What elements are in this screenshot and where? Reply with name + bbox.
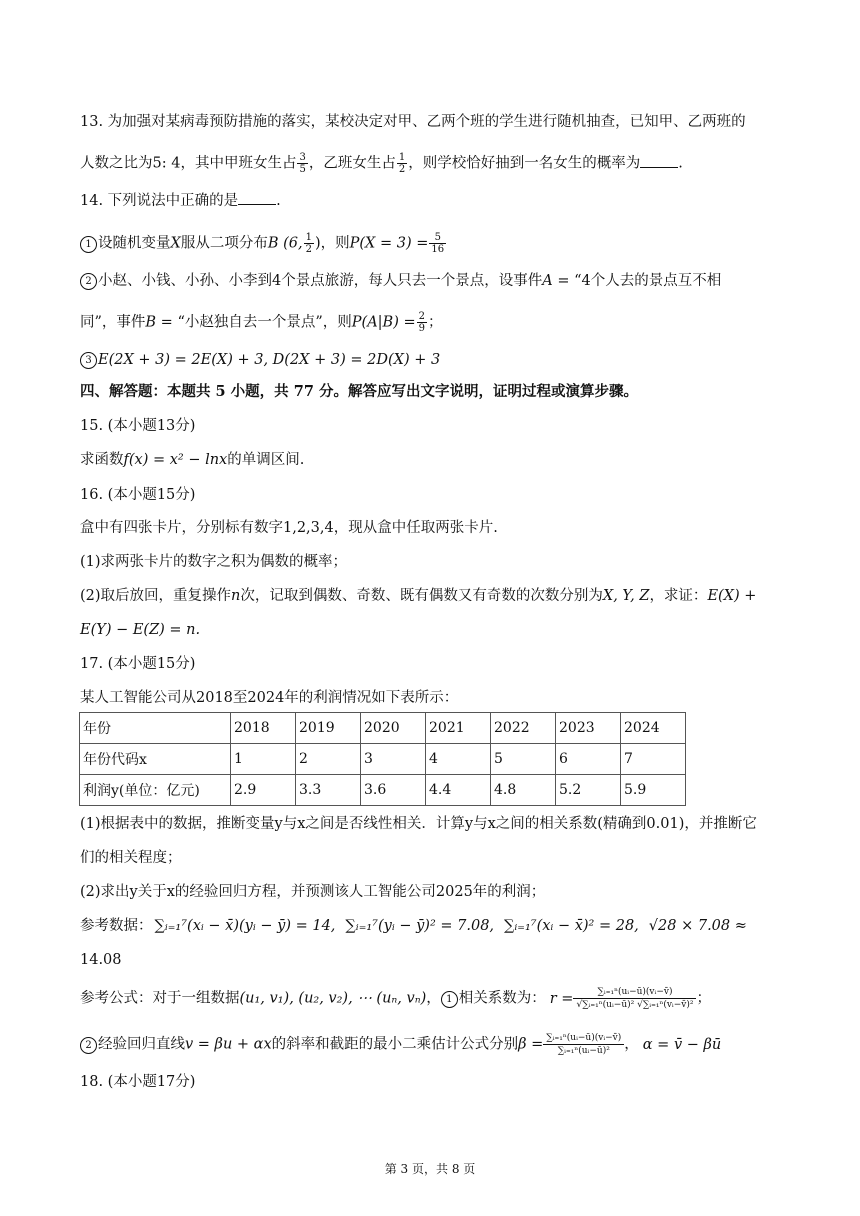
q16-head-text: 16. (本小题15分) [80,487,196,503]
table-cell: 5.9 [621,775,686,806]
circled-number-1: 1 [441,991,458,1008]
q13-line1 [80,112,746,132]
ref-data-sum-xy: ∑ᵢ₌₁⁷(xᵢ − x̄)(yᵢ − ȳ) = 14, [154,918,336,934]
reg-sep: ， [624,1036,639,1053]
frac-numerator: 3 [299,152,306,163]
q15-head [80,416,195,436]
q16-expr-b: E(Y) − E(Z) = n. [80,622,201,638]
q13-period: . [678,155,683,172]
s2-event-a: A [542,273,553,289]
q14-text: 14. 下列说法中正确的是 [80,193,239,209]
page-number: 第 3 页，共 8 页 [384,1162,476,1176]
table-cell: 年份 [80,713,231,744]
table-cell: 4 [426,744,491,775]
q15-function: f(x) = x² − lnx [123,452,228,468]
table-cell: 年份代码x [80,744,231,775]
s2-text-l2a: 同”，事件 [80,314,146,331]
frac-denominator: ∑ᵢ₌₁ⁿ(uᵢ−ū)² [557,1046,610,1056]
circled-number-2: 2 [80,1037,97,1054]
q18-head-text: 18. (本小题17分) [80,1074,196,1090]
frac-denominator: 9 [418,323,425,334]
q16-expr-a: E(X) + [707,588,757,604]
table-cell: 2022 [491,713,556,744]
table-cell: 4.8 [491,775,556,806]
q16-part1 [80,552,347,572]
table-cell: 2.9 [231,775,296,806]
q16-vars: X, Y, Z [602,588,650,604]
q17-part2 [80,882,545,902]
ref-data-value: 14.08 [80,952,122,968]
q17-p1-text-1: (1)根据表中的数据，推断变量y与x之间是否线性相关．计算y与x之间的相关系数(精确到0.01)，并推断它 [80,816,757,832]
table-row [80,744,686,775]
page-footer [0,1160,860,1177]
frac-numerator: ∑ᵢ₌₁ⁿ(uᵢ−ū)(vᵢ−v̄) [543,1032,624,1045]
s1-text-a: 设随机变量 [98,235,171,252]
q14-statement-1 [80,232,447,255]
table-cell: 2021 [426,713,491,744]
frac-denominator: 5 [299,164,306,175]
s3-expr: E(2X + 3) = 2E(X) + 3, D(2X + 3) = 2D(X) + 3 [98,352,441,368]
q16-line1 [80,518,498,538]
table-cell: 2019 [296,713,361,744]
q17-reg-formula [80,1032,721,1057]
q16-head [80,485,195,505]
s1-prob-expr: P(X = 3) = [349,235,429,252]
table-cell: 2 [296,744,361,775]
q14-period: . [276,193,281,209]
ref-data-sum-xx: ∑ᵢ₌₁⁷(xᵢ − x̄)² = 28, [504,918,639,934]
q17-head-text: 17. (本小题15分) [80,656,196,672]
q14-answer-blank[interactable] [238,190,276,205]
q16-part2-line2 [80,620,200,640]
circled-number-1: 1 [80,236,97,253]
q17-p1-text-2: 们的相关程度； [80,850,182,866]
profit-table [79,712,686,806]
frac-numerator: 5 [429,232,446,244]
frac-numerator: 1 [398,152,406,163]
q17-ref-formula [80,986,711,1011]
section-4-text: 四、解答题：本题共 5 小题，共 77 分。解答应写出文字说明，证明过程或演算步骤。 [80,383,638,400]
ref-formula-data: (u₁, v₁), (u₂, v₂), ⋯ (uₙ, vₙ) [239,990,427,1007]
reg-text-c: 的斜率和截距的最小二乘估计公式分别 [271,1036,519,1053]
s2-event-b: B [145,314,157,331]
table-cell: 5.2 [556,775,621,806]
ref-formula-label: 参考公式：对于一组数据 [80,990,240,1007]
q17-ref-data-cont [80,950,122,970]
q15-head-text: 15. (本小题13分) [80,418,196,434]
section-4-heading [80,382,638,402]
q14-statement-2-line2 [80,311,443,334]
table-cell: 3.6 [361,775,426,806]
q17-ref-data [80,916,747,936]
table-cell: 5 [491,744,556,775]
q13-text-b: ，乙班女生占 [308,155,396,172]
ref-formula-corr-label: 相关系数为： [458,990,546,1007]
q17-p2-text: (2)求出y关于x的经验回归方程，并预测该人工智能公司2025年的利润； [80,884,546,900]
q16-text-3a: (2)取后放回，重复操作 [80,588,232,604]
s1-text-e: )，则 [314,235,350,252]
frac-denominator: √∑ᵢ₌₁ⁿ(uᵢ−ū)² √∑ᵢ₌₁ⁿ(vᵢ−v̄)² [576,1000,694,1010]
q13-frac-girls-a [297,152,307,175]
beta-fraction [543,1032,624,1057]
s1-binomial: B (6, [267,235,303,252]
table-cell: 3.3 [296,775,361,806]
reg-alpha: α = v̄ − βū [642,1036,722,1053]
s2-text-l2c: = “小赵独自去一个景点”，则 [156,314,352,331]
reg-line-eq: v = βu + αx [185,1036,272,1053]
ref-data-label: 参考数据： [80,918,153,934]
table-row [80,713,686,744]
ref-formula-end: ； [696,990,711,1007]
q13-text: 13. 为加强对某病毒预防措施的落实，某校决定对甲、乙两个班的学生进行随机抽查，已知甲、乙两班的 [80,114,746,130]
table-cell: 2020 [361,713,426,744]
corr-coef-fraction [573,986,696,1011]
q17-part1-line1 [80,814,757,834]
s2-end: ； [428,314,443,331]
q13-answer-blank[interactable] [640,153,678,168]
reg-beta: β = [518,1036,544,1053]
ref-formula-r: r = [549,990,574,1007]
q17-part1-line2 [80,848,182,868]
s1-var-x: X [170,235,181,252]
q16-text-2: (1)求两张卡片的数字之积为偶数的概率； [80,554,348,570]
circled-number-2: 2 [80,273,97,290]
q17-head [80,654,195,674]
q14-line1 [80,190,281,211]
table-row [80,775,686,806]
q13-text-c: ，则学校恰好抽到一名女生的概率为 [408,155,641,172]
table-cell: 2023 [556,713,621,744]
q16-text-1: 盒中有四张卡片，分别标有数字1,2,3,4，现从盒中任取两张卡片. [80,520,498,536]
q16-text-3e: ，求证： [649,588,708,604]
frac-denominator: 2 [305,244,312,255]
ref-formula-sep: ， [426,990,441,1007]
table-cell: 6 [556,744,621,775]
table-cell: 2024 [621,713,686,744]
circled-number-3: 3 [80,352,97,369]
frac-numerator: 1 [305,232,312,243]
q16-text-3c: 次，记取到偶数、奇数、既有偶数又有奇数的次数分别为 [240,588,603,604]
s1-frac-half [304,232,314,255]
s2-text-c: = “4个人去的景点互不相 [552,273,722,289]
ref-data-sum-yy: ∑ᵢ₌₁⁷(yᵢ − ȳ)² = 7.08, [345,918,495,934]
q13-frac-girls-b [397,152,407,175]
table-cell: 3 [361,744,426,775]
s2-text-a: 小赵、小钱、小孙、小李到4个景点旅游，每人只去一个景点，设事件 [98,273,543,289]
q13-line2 [80,152,683,175]
frac-numerator: 2 [418,311,425,322]
q15-text-a: 求函数 [80,452,124,468]
reg-text-a: 经验回归直线 [98,1036,185,1053]
q17-intro-text: 某人工智能公司从2018至2024年的利润情况如下表所示： [80,690,459,706]
frac-denominator: 16 [431,244,445,255]
table-cell: 2018 [231,713,296,744]
table-cell: 7 [621,744,686,775]
q14-statement-2-line1 [80,271,721,291]
q15-body [80,450,304,470]
q18-head [80,1072,195,1092]
table-cell: 4.4 [426,775,491,806]
s2-frac [417,311,427,334]
s1-text-c: 服从二项分布 [180,235,268,252]
frac-denominator: 2 [398,164,406,175]
s1-frac-result [429,232,446,255]
q16-part2-line1 [80,586,756,606]
table-cell: 1 [231,744,296,775]
s2-cond-prob: P(A|B) = [351,314,416,331]
q15-text-c: 的单调区间. [227,452,305,468]
q13-ratio-text: 人数之比为5: 4，其中甲班女生占 [80,155,297,172]
q16-var-n: n [231,588,241,604]
q17-intro [80,688,458,708]
table-cell: 利润y(单位：亿元) [80,775,231,806]
ref-data-sqrt: √28 × 7.08 ≈ [648,918,747,934]
q14-statement-3 [80,350,440,370]
frac-numerator: ∑ᵢ₌₁ⁿ(uᵢ−ū)(vᵢ−v̄) [573,986,696,999]
